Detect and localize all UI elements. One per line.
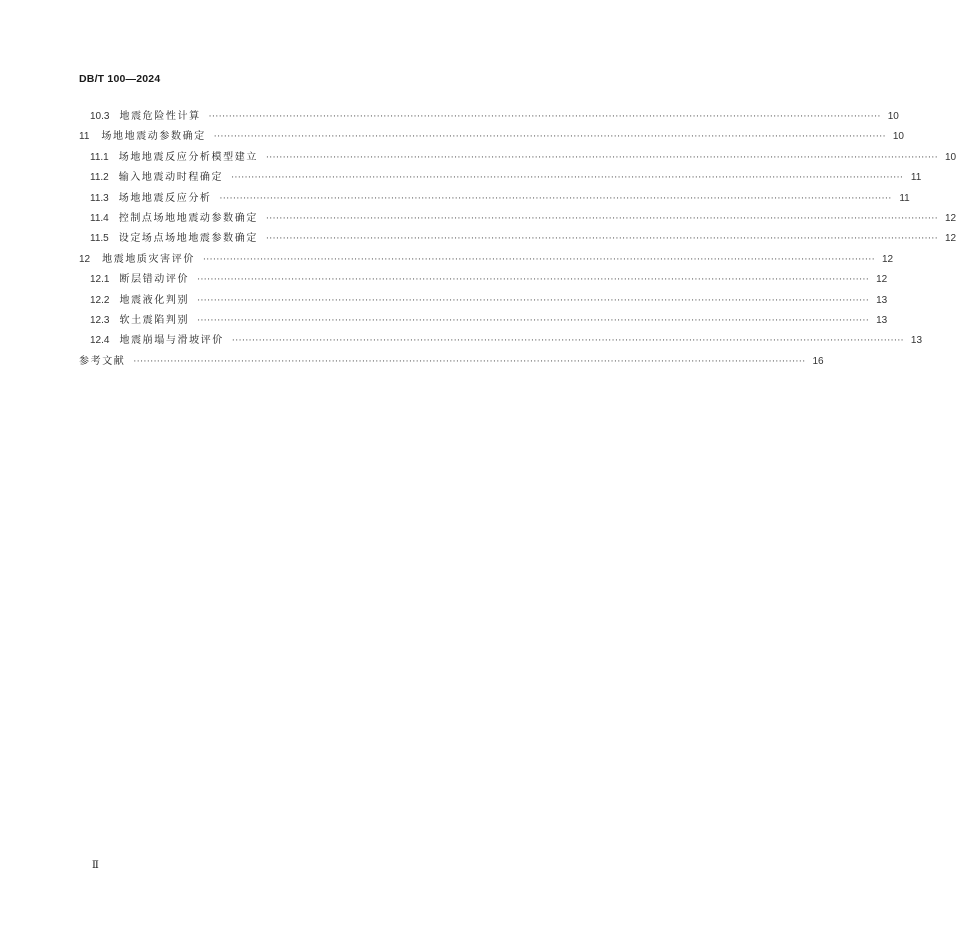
page-number: Ⅱ xyxy=(92,860,99,871)
toc-entry-number: 12.4 xyxy=(90,335,110,347)
toc-entry-page: 12 xyxy=(876,274,888,286)
dot-leader: ········································································································································································································ xyxy=(133,356,806,367)
toc-entry-title: 地震危险性计算 xyxy=(119,111,201,122)
toc-entry[interactable] xyxy=(79,209,956,229)
toc-entry-page: 10 xyxy=(887,111,899,122)
toc-entry[interactable] xyxy=(79,270,888,290)
toc-entry[interactable] xyxy=(79,189,910,209)
toc-entry-number: 12 xyxy=(79,253,91,265)
toc-entry-page: 10 xyxy=(944,151,956,163)
toc-entry-page: 10 xyxy=(892,131,904,143)
toc-entry-number: 12.1 xyxy=(90,274,110,286)
dot-leader: ········································································································································································································ xyxy=(219,193,892,204)
toc-entry[interactable] xyxy=(79,331,923,351)
toc-entry[interactable] xyxy=(79,127,904,147)
dot-leader: ········································································································································································································ xyxy=(213,132,886,143)
toc-entry-title: 输入地震动时程确定 xyxy=(118,172,224,184)
dot-leader: ········································································································································································································ xyxy=(265,152,939,163)
toc-entry-page: 11 xyxy=(899,192,910,204)
toc-entry-number: 11.3 xyxy=(90,192,109,204)
toc-entry-page: 12 xyxy=(944,212,956,224)
toc-entry-page: 13 xyxy=(876,294,888,306)
document-code-header: DB/T 100—2024 xyxy=(79,73,161,85)
dot-leader: ········································································································································································································ xyxy=(265,213,939,224)
toc-entry-title: 参考文献 xyxy=(79,355,126,367)
dot-leader: ········································································································································································································ xyxy=(265,234,939,245)
toc-entry[interactable] xyxy=(79,311,888,331)
toc-entry[interactable] xyxy=(79,148,956,168)
toc-entry-number: 11 xyxy=(79,131,90,143)
toc-entry-title: 场地地震动参数确定 xyxy=(101,131,206,143)
dot-leader: ········································································································································································································ xyxy=(197,315,870,326)
dot-leader: ········································································································································································································ xyxy=(197,295,870,306)
toc-entry-title: 地震崩塌与滑坡评价 xyxy=(119,335,224,347)
toc-entry-title: 地震液化判别 xyxy=(119,294,190,306)
toc-entry-number: 11.2 xyxy=(90,172,109,184)
toc-entry[interactable] xyxy=(79,229,956,249)
toc-entry-number: 11.1 xyxy=(90,151,109,163)
toc-entry[interactable] xyxy=(79,352,824,372)
toc-entry-title: 地震地质灾害评价 xyxy=(102,253,195,265)
toc-entry-title: 场地地震反应分析 xyxy=(118,192,212,204)
toc-entry-number: 12.2 xyxy=(90,294,110,306)
dot-leader: ········································································································································································································ xyxy=(197,275,870,286)
toc-entry-page: 12 xyxy=(881,253,894,265)
dot-leader: ········································································································································································································ xyxy=(231,336,905,347)
toc-entry-title: 控制点场地地震动参数确定 xyxy=(118,212,258,224)
dot-leader: ········································································································································································································ xyxy=(208,112,881,122)
toc-entry-number: 12.3 xyxy=(90,314,110,326)
toc-entry-number: 11.5 xyxy=(90,233,109,245)
toc-entry[interactable] xyxy=(79,107,899,127)
toc-entry-page: 13 xyxy=(876,314,888,326)
toc-entry-page: 11 xyxy=(910,172,922,184)
toc-entry-title: 设定场点场地地震参数确定 xyxy=(118,233,258,245)
dot-leader: ········································································································································································································ xyxy=(231,173,904,184)
toc-entry-page: 12 xyxy=(944,233,956,245)
toc-entry-page: 16 xyxy=(812,355,824,367)
toc-entry[interactable] xyxy=(79,168,922,188)
toc-entry[interactable] xyxy=(79,250,894,270)
toc-entry-title: 软土震陷判别 xyxy=(119,314,190,326)
toc-entry[interactable] xyxy=(79,291,888,311)
toc-entry-number: 10.3 xyxy=(90,111,110,122)
dot-leader: ········································································································································································································ xyxy=(202,254,876,265)
toc-entry-title: 断层错动评价 xyxy=(119,274,190,286)
toc-entry-number: 11.4 xyxy=(90,212,109,224)
table-of-contents xyxy=(79,107,956,372)
toc-entry-title: 场地地震反应分析模型建立 xyxy=(118,151,258,163)
toc-entry-page: 13 xyxy=(910,335,923,347)
